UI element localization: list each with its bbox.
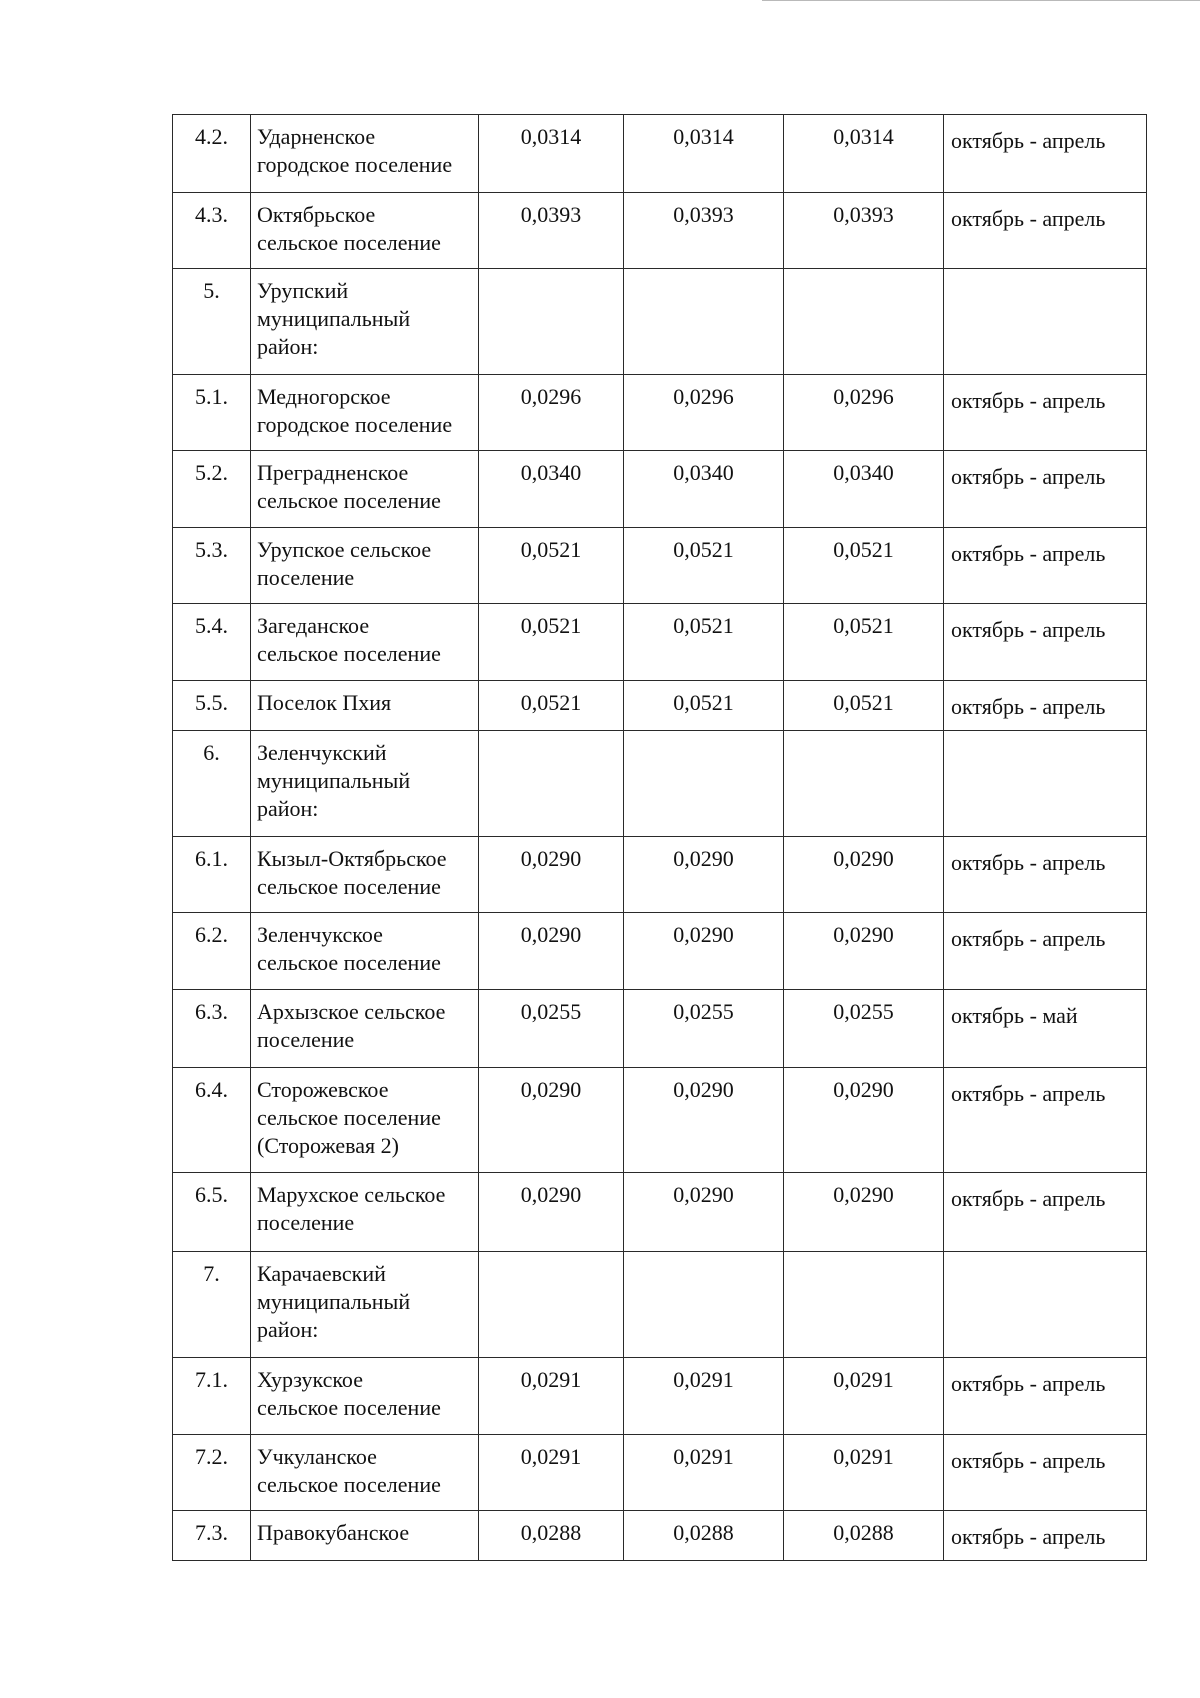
period-cell: октябрь - апрель: [944, 375, 1147, 451]
value-cell: 0,0521: [784, 604, 944, 681]
value-cell: 0,0290: [784, 1068, 944, 1173]
settlement-name: [251, 990, 479, 1068]
value-cell: 0,0291: [784, 1358, 944, 1435]
value-cell: 0,0290: [479, 1173, 624, 1252]
table-row: [173, 193, 1147, 269]
table-row: [173, 1252, 1147, 1358]
value-cell: 0,0296: [624, 375, 784, 451]
name-line: городское поселение: [257, 412, 453, 437]
period-cell: октябрь - апрель: [944, 1068, 1147, 1173]
row-number: 6.: [173, 731, 251, 837]
name-line: сельское поселение: [257, 1105, 441, 1130]
table-row: [173, 115, 1147, 193]
name-line: район:: [257, 1317, 319, 1342]
table-row: [173, 451, 1147, 528]
name-line: район:: [257, 796, 319, 821]
period-cell: [944, 269, 1147, 375]
name-line: Преградненское: [257, 460, 409, 485]
name-line: сельское поселение: [257, 641, 441, 666]
table-row: [173, 269, 1147, 375]
value-cell: 0,0291: [479, 1435, 624, 1511]
value-cell: [784, 731, 944, 837]
value-cell: 0,0521: [784, 528, 944, 604]
row-number: 7.3.: [173, 1511, 251, 1561]
row-number: 5.1.: [173, 375, 251, 451]
value-cell: 0,0290: [479, 1068, 624, 1173]
value-cell: 0,0291: [784, 1435, 944, 1511]
value-cell: 0,0314: [624, 115, 784, 193]
value-cell: 0,0340: [479, 451, 624, 528]
value-cell: [479, 269, 624, 375]
period-cell: октябрь - апрель: [944, 528, 1147, 604]
settlement-name: [251, 1435, 479, 1511]
name-line: Поселок Пхия: [257, 690, 392, 715]
settlement-name: [251, 604, 479, 681]
value-cell: 0,0290: [784, 1173, 944, 1252]
period-cell: октябрь - апрель: [944, 193, 1147, 269]
name-line: поселение: [257, 1210, 355, 1235]
value-cell: 0,0521: [479, 681, 624, 731]
name-line: Хурзукское: [257, 1367, 363, 1392]
name-line: Правокубанское: [257, 1520, 410, 1545]
name-line: муниципальный: [257, 768, 411, 793]
value-cell: 0,0290: [624, 1068, 784, 1173]
row-number: 5.2.: [173, 451, 251, 528]
name-line: поселение: [257, 565, 355, 590]
name-line: Урупское сельское: [257, 537, 432, 562]
period-cell: [944, 731, 1147, 837]
name-line: Загеданское: [257, 613, 370, 638]
name-line: поселение: [257, 1027, 355, 1052]
value-cell: 0,0290: [624, 837, 784, 913]
row-number: 5.4.: [173, 604, 251, 681]
table-row: [173, 604, 1147, 681]
value-cell: 0,0314: [784, 115, 944, 193]
row-number: 7.1.: [173, 1358, 251, 1435]
scan-edge-line: [762, 0, 1200, 1]
name-line: Урупский: [257, 278, 349, 303]
value-cell: 0,0255: [784, 990, 944, 1068]
table-row: [173, 1435, 1147, 1511]
name-line: Марухское сельское: [257, 1182, 446, 1207]
value-cell: 0,0340: [624, 451, 784, 528]
settlement-name: [251, 837, 479, 913]
name-line: район:: [257, 334, 319, 359]
name-line: Карачаевский: [257, 1261, 386, 1286]
row-number: 5.3.: [173, 528, 251, 604]
period-cell: октябрь - апрель: [944, 451, 1147, 528]
value-cell: 0,0255: [479, 990, 624, 1068]
value-cell: 0,0521: [624, 604, 784, 681]
value-cell: 0,0291: [624, 1358, 784, 1435]
settlement-name: [251, 193, 479, 269]
value-cell: 0,0288: [784, 1511, 944, 1561]
settlement-name: [251, 731, 479, 837]
name-line: Зеленчукское: [257, 922, 383, 947]
period-cell: октябрь - апрель: [944, 913, 1147, 990]
name-line: муниципальный: [257, 1289, 411, 1314]
value-cell: 0,0290: [479, 837, 624, 913]
value-cell: 0,0521: [784, 681, 944, 731]
row-number: 4.2.: [173, 115, 251, 193]
value-cell: [784, 269, 944, 375]
tariff-table: [172, 114, 1147, 1561]
value-cell: [479, 731, 624, 837]
name-line: Октябрьское: [257, 202, 376, 227]
value-cell: 0,0521: [479, 528, 624, 604]
value-cell: 0,0290: [784, 837, 944, 913]
name-line: Архызское сельское: [257, 999, 446, 1024]
value-cell: 0,0288: [624, 1511, 784, 1561]
value-cell: 0,0290: [479, 913, 624, 990]
table-row: [173, 375, 1147, 451]
period-cell: октябрь - апрель: [944, 115, 1147, 193]
value-cell: 0,0255: [624, 990, 784, 1068]
value-cell: 0,0521: [624, 681, 784, 731]
row-number: 6.3.: [173, 990, 251, 1068]
period-cell: [944, 1252, 1147, 1358]
value-cell: 0,0288: [479, 1511, 624, 1561]
value-cell: 0,0291: [624, 1435, 784, 1511]
value-cell: [624, 1252, 784, 1358]
value-cell: 0,0393: [784, 193, 944, 269]
value-cell: 0,0290: [624, 913, 784, 990]
row-number: 4.3.: [173, 193, 251, 269]
value-cell: 0,0290: [624, 1173, 784, 1252]
value-cell: [624, 269, 784, 375]
settlement-name: [251, 1358, 479, 1435]
settlement-name: [251, 1252, 479, 1358]
name-line: Кызыл-Октябрьское: [257, 846, 447, 871]
table-row: [173, 681, 1147, 731]
value-cell: 0,0521: [479, 604, 624, 681]
settlement-name: [251, 1511, 479, 1561]
period-cell: октябрь - апрель: [944, 1511, 1147, 1561]
period-cell: октябрь - апрель: [944, 1173, 1147, 1252]
name-line: Ударненское: [257, 124, 376, 149]
period-cell: октябрь - апрель: [944, 604, 1147, 681]
value-cell: [479, 1252, 624, 1358]
name-line: сельское поселение: [257, 1472, 441, 1497]
settlement-name: [251, 528, 479, 604]
name-line: Медногорское: [257, 384, 391, 409]
name-line: Сторожевское: [257, 1077, 389, 1102]
table-row: [173, 731, 1147, 837]
value-cell: 0,0290: [784, 913, 944, 990]
period-cell: октябрь - апрель: [944, 1435, 1147, 1511]
name-line: сельское поселение: [257, 1395, 441, 1420]
value-cell: 0,0393: [479, 193, 624, 269]
settlement-name: [251, 375, 479, 451]
table-row: [173, 528, 1147, 604]
name-line: муниципальный: [257, 306, 411, 331]
name-line: Зеленчукский: [257, 740, 387, 765]
row-number: 6.5.: [173, 1173, 251, 1252]
value-cell: 0,0340: [784, 451, 944, 528]
row-number: 7.2.: [173, 1435, 251, 1511]
name-line: сельское поселение: [257, 874, 441, 899]
table-row: [173, 1173, 1147, 1252]
row-number: 6.4.: [173, 1068, 251, 1173]
row-number: 7.: [173, 1252, 251, 1358]
table-row: [173, 1358, 1147, 1435]
table-row: [173, 913, 1147, 990]
value-cell: [624, 731, 784, 837]
table-row: [173, 1068, 1147, 1173]
name-line: сельское поселение: [257, 488, 441, 513]
settlement-name: [251, 681, 479, 731]
period-cell: октябрь - апрель: [944, 1358, 1147, 1435]
value-cell: 0,0296: [479, 375, 624, 451]
settlement-name: [251, 269, 479, 375]
row-number: 6.2.: [173, 913, 251, 990]
period-cell: октябрь - апрель: [944, 837, 1147, 913]
table-row: [173, 990, 1147, 1068]
value-cell: 0,0521: [624, 528, 784, 604]
settlement-name: [251, 1068, 479, 1173]
value-cell: 0,0393: [624, 193, 784, 269]
value-cell: 0,0291: [479, 1358, 624, 1435]
name-line: Учкуланское: [257, 1444, 377, 1469]
value-cell: 0,0296: [784, 375, 944, 451]
value-cell: 0,0314: [479, 115, 624, 193]
name-line: сельское поселение: [257, 230, 441, 255]
name-line: городское поселение: [257, 152, 453, 177]
settlement-name: [251, 913, 479, 990]
period-cell: октябрь - май: [944, 990, 1147, 1068]
settlement-name: [251, 451, 479, 528]
table-row: [173, 837, 1147, 913]
settlement-name: [251, 1173, 479, 1252]
settlement-name: [251, 115, 479, 193]
value-cell: [784, 1252, 944, 1358]
table-row: [173, 1511, 1147, 1561]
period-cell: октябрь - апрель: [944, 681, 1147, 731]
row-number: 5.: [173, 269, 251, 375]
name-line: (Сторожевая 2): [257, 1133, 399, 1158]
name-line: сельское поселение: [257, 950, 441, 975]
row-number: 5.5.: [173, 681, 251, 731]
row-number: 6.1.: [173, 837, 251, 913]
